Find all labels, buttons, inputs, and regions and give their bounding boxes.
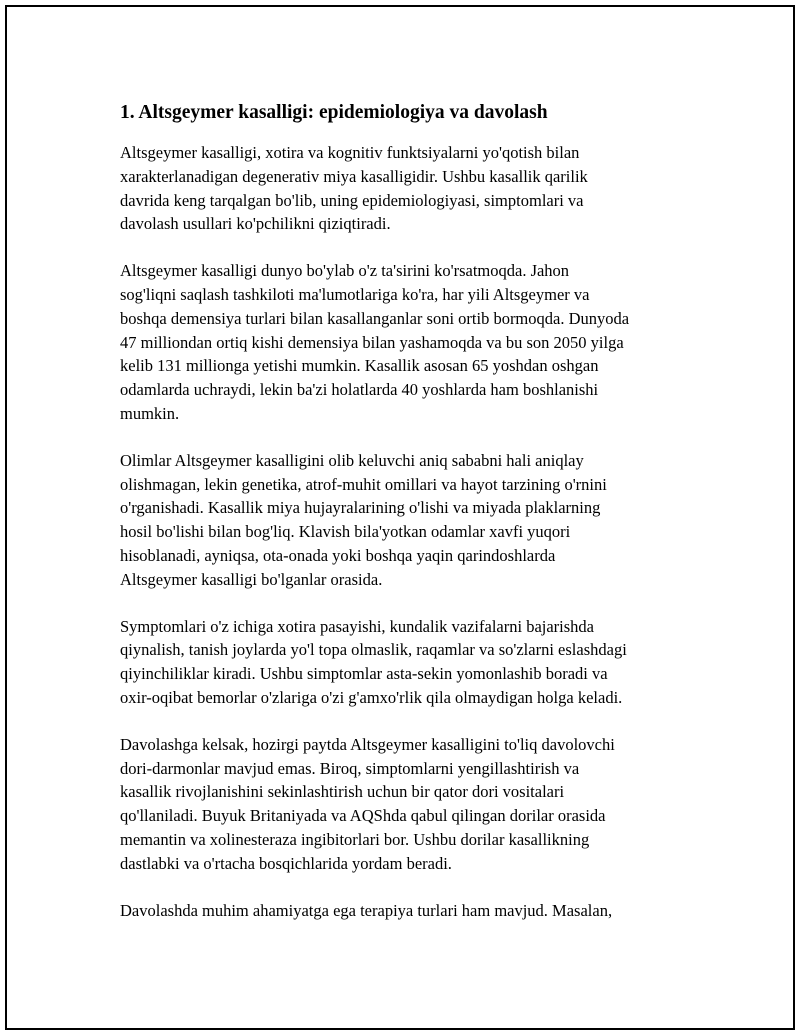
- paragraph-therapy: [120, 899, 690, 923]
- text-line: dori-darmonlar mavjud emas. Biroq, simptomlarni yengillashtirish va: [120, 758, 580, 778]
- text-line: olishmagan, lekin genetika, atrof-muhit omillari va hayot tarzining o'rnini: [120, 474, 607, 494]
- text-line: boshqa demensiya turlari bilan kasallanganlar soni ortib bormoqda. Dunyoda: [120, 308, 630, 328]
- text-line: Altsgeymer kasalligi dunyo bo'ylab o'z ta'sirini ko'rsatmoqda. Jahon: [120, 261, 570, 281]
- text-line: 47 milliondan ortiq kishi demensiya bilan yashamoqda va bu son 2050 yilga: [120, 332, 624, 352]
- text-line: dastlabki va o'rtacha bosqichlarida yordam beradi.: [120, 853, 452, 873]
- paragraph-symptoms: [120, 615, 690, 710]
- text-line: Olimlar Altsgeymer kasalligini olib keluvchi aniq sababni hali aniqlay: [120, 450, 584, 470]
- text-line: sog'liqni saqlash tashkiloti ma'lumotlariga ko'ra, har yili Altsgeymer va: [120, 284, 590, 304]
- text-line: Davolashda muhim ahamiyatga ega terapiya turlari ham mavjud. Masalan,: [120, 900, 613, 920]
- text-line: kasallik rivojlanishini sekinlashtirish uchun bir qator dori vositalari: [120, 782, 565, 802]
- paragraph-intro: [120, 141, 690, 236]
- text-line: xarakterlanadigan degenerativ miya kasalligidir. Ushbu kasallik qarilik: [120, 166, 588, 186]
- text-line: Symptomlari o'z ichiga xotira pasayishi, kundalik vazifalarni bajarishda: [120, 616, 595, 636]
- paragraph-epidemiology: [120, 259, 690, 426]
- text-line: odamlarda uchraydi, lekin ba'zi holatlarda 40 yoshlarda ham boshlanishi: [120, 380, 599, 400]
- text-line: memantin va xolinesteraza ingibitorlari bor. Ushbu dorilar kasallikning: [120, 829, 590, 849]
- text-line: hosil bo'lishi bilan bog'liq. Klavish bila'yotkan odamlar xavfi yuqori: [120, 522, 571, 542]
- text-line: qo'llaniladi. Buyuk Britaniyada va AQShda qabul qilingan dorilar orasida: [120, 806, 606, 826]
- text-line: hisoblanadi, ayniqsa, ota-onada yoki boshqa yaqin qarindoshlarda: [120, 545, 556, 565]
- text-line: o'rganishadi. Kasallik miya hujayralarining o'lishi va miyada plaklarning: [120, 498, 601, 518]
- page-border: [5, 5, 795, 1030]
- paragraph-causes: [120, 449, 690, 592]
- text-line: oxir-oqibat bemorlar o'zlariga o'zi g'amxo'rlik qila olmaydigan holga keladi.: [120, 687, 623, 707]
- text-line: davolash usullari ko'pchilikni qiziqtiradi.: [120, 214, 391, 234]
- text-line: Altsgeymer kasalligi bo'lganlar orasida.: [120, 569, 383, 589]
- text-line: davrida keng tarqalgan bo'lib, uning epidemiologiyasi, simptomlari va: [120, 190, 584, 210]
- text-line: mumkin.: [120, 403, 180, 423]
- text-line: Davolashga kelsak, hozirgi paytda Altsgeymer kasalligini to'liq davolovchi: [120, 734, 615, 754]
- text-line: Altsgeymer kasalligi, xotira va kognitiv funktsiyalarni yo'qotish bilan: [120, 143, 580, 162]
- text-line: kelib 131 millionga yetishi mumkin. Kasallik asosan 65 yoshdan oshgan: [120, 356, 599, 376]
- text-line: qiynalish, tanish joylarda yo'l topa olmaslik, raqamlar va so'zlarni eslashdagi: [120, 640, 627, 660]
- document-body: [120, 99, 690, 945]
- text-line: qiyinchiliklar kiradi. Ushbu simptomlar asta-sekin yomonlashib boradi va: [120, 664, 608, 684]
- section-heading: 1. Altsgeymer kasalligi: epidemiologiya va davolash: [120, 102, 548, 123]
- paragraph-treatment: [120, 733, 690, 876]
